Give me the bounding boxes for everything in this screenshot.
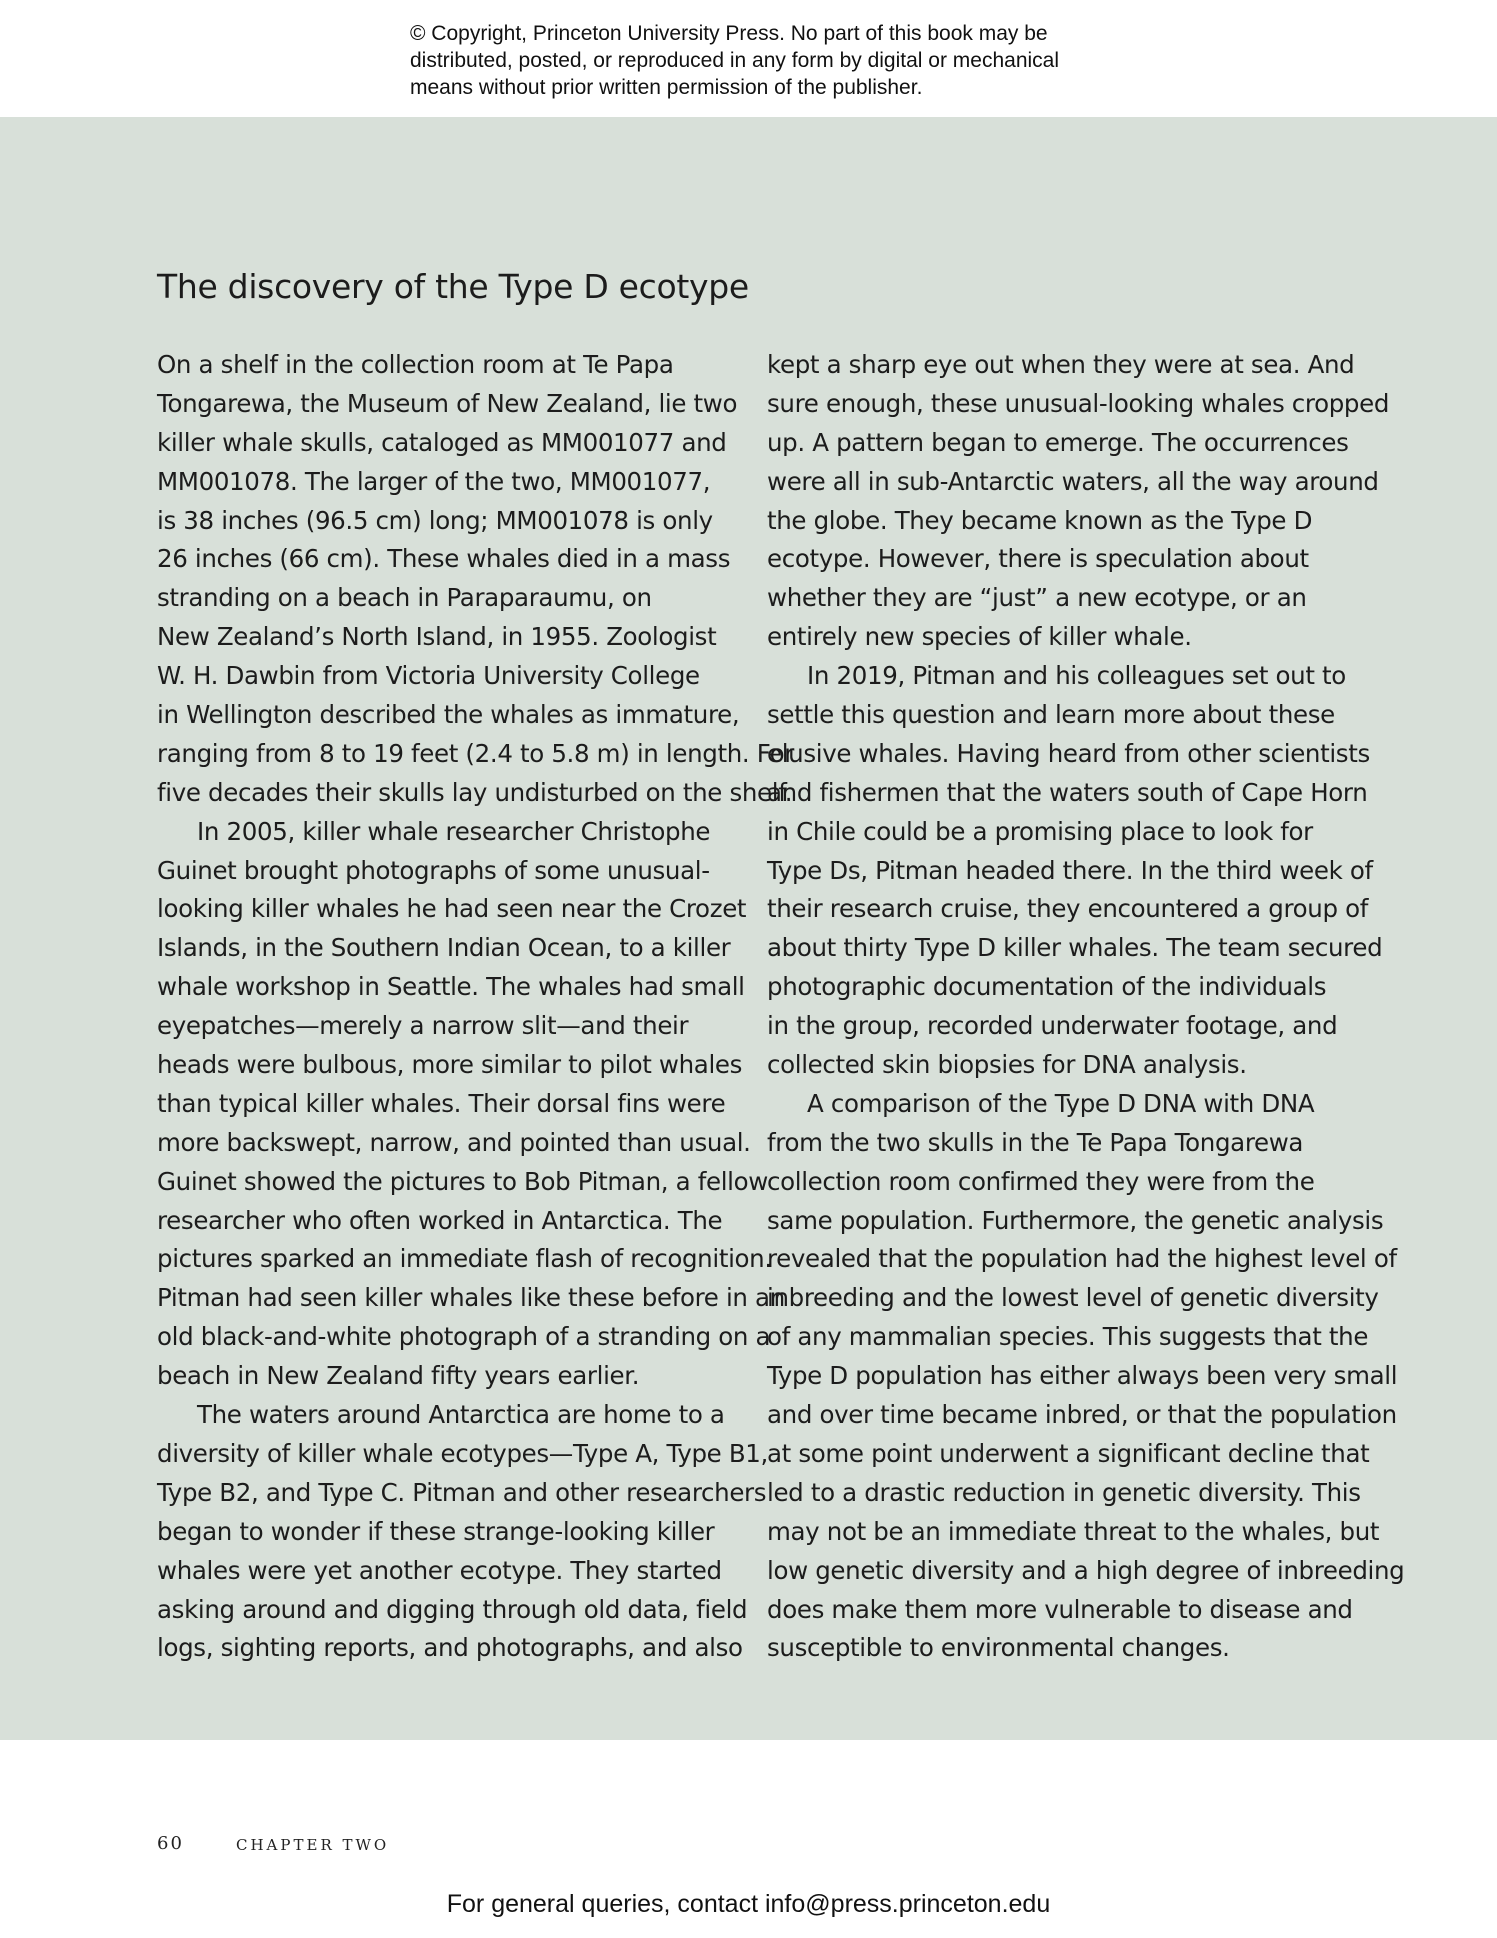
text-line: than typical killer whales. Their dorsal fins were: [157, 1088, 726, 1118]
contact-notice: For general queries, contact info@press.princeton.edu: [446, 1890, 1051, 1918]
text-line: W. H. Dawbin from Victoria University College: [157, 661, 700, 691]
text-line: collected skin biopsies for DNA analysis.: [767, 1050, 1247, 1080]
left-column: [157, 346, 795, 1668]
text-line: whether they are “just” a new ecotype, or an: [767, 583, 1307, 613]
running-head-chapter: CHAPTER TWO: [236, 1836, 390, 1854]
text-line: in Chile could be a promising place to look for: [767, 816, 1313, 846]
text-line: In 2005, killer whale researcher Christophe: [197, 816, 711, 846]
text-line: beach in New Zealand fifty years earlier.: [157, 1361, 640, 1391]
text-line: sure enough, these unusual-looking whales cropped: [767, 388, 1390, 418]
text-line: and fishermen that the waters south of Cape Horn: [767, 777, 1368, 807]
text-line: from the two skulls in the Te Papa Tongarewa: [767, 1127, 1304, 1157]
text-line: 26 inches (66 cm). These whales died in a mass: [157, 544, 731, 574]
text-line: pictures sparked an immediate flash of recognition.: [157, 1244, 772, 1274]
text-line: whales were yet another ecotype. They started: [157, 1555, 722, 1585]
text-line: Type B2, and Type C. Pitman and other researchers: [157, 1477, 767, 1507]
copyright-line: means without prior written permission of the publisher.: [410, 76, 923, 99]
text-line: and over time became inbred, or that the population: [767, 1400, 1397, 1430]
text-line: their research cruise, they encountered a group of: [767, 894, 1369, 924]
text-line: logs, sighting reports, and photographs, and also: [157, 1633, 743, 1663]
text-line: stranding on a beach in Paraparaumu, on: [157, 583, 652, 613]
text-line: looking killer whales he had seen near the Crozet: [157, 894, 747, 924]
text-line: five decades their skulls lay undisturbed on the shelf.: [157, 777, 793, 807]
text-line: in Wellington described the whales as immature,: [157, 700, 740, 730]
text-line: asking around and digging through old data, field: [157, 1594, 748, 1624]
text-line: MM001078. The larger of the two, MM001077,: [157, 466, 711, 496]
text-line: Type Ds, Pitman headed there. In the third week of: [767, 855, 1373, 885]
text-line: does make them more vulnerable to disease and: [767, 1594, 1353, 1624]
text-line: In 2019, Pitman and his colleagues set out to: [807, 661, 1346, 691]
text-line: New Zealand’s North Island, in 1955. Zoologist: [157, 622, 717, 652]
text-line: On a shelf in the collection room at Te Papa: [157, 350, 674, 379]
copyright-notice: [410, 20, 1110, 101]
text-line: inbreeding and the lowest level of genetic diversity: [767, 1283, 1379, 1313]
text-line: same population. Furthermore, the genetic analysis: [767, 1205, 1384, 1235]
text-line: kept a sharp eye out when they were at sea. And: [767, 350, 1355, 379]
right-column: [767, 346, 1405, 1668]
text-line: Pitman had seen killer whales like these before in an: [157, 1283, 785, 1313]
text-line: about thirty Type D killer whales. The team secured: [767, 933, 1383, 963]
text-line: killer whale skulls, cataloged as MM001077 and: [157, 427, 727, 457]
text-line: Type D population has either always been very small: [767, 1361, 1398, 1391]
text-line: low genetic diversity and a high degree of inbreeding: [767, 1555, 1405, 1585]
text-line: may not be an immediate threat to the whales, but: [767, 1516, 1380, 1546]
text-line: up. A pattern began to emerge. The occurrences: [767, 427, 1349, 457]
text-line: entirely new species of killer whale.: [767, 622, 1192, 652]
text-line: led to a drastic reduction in genetic diversity. This: [767, 1477, 1361, 1507]
text-line: susceptible to environmental changes.: [767, 1633, 1230, 1663]
text-line: revealed that the population had the highest level of: [767, 1244, 1397, 1274]
text-line: Guinet showed the pictures to Bob Pitman, a fellow: [157, 1166, 768, 1196]
text-line: eyepatches—merely a narrow slit—and their: [157, 1011, 689, 1041]
text-line: A comparison of the Type D DNA with DNA: [807, 1088, 1315, 1118]
text-line: diversity of killer whale ecotypes—Type A, Type B1,: [157, 1438, 768, 1468]
text-line: collection room confirmed they were from the: [767, 1166, 1315, 1196]
text-line: at some point underwent a significant decline that: [767, 1438, 1370, 1468]
text-line: researcher who often worked in Antarctica. The: [157, 1205, 723, 1235]
copyright-line: © Copyright, Princeton University Press. No part of this book may be: [410, 22, 1048, 45]
page-number: 60: [157, 1833, 184, 1854]
text-line: ranging from 8 to 19 feet (2.4 to 5.8 m) in length. For: [157, 738, 795, 768]
section-heading: The discovery of the Type D ecotype: [157, 267, 749, 306]
text-line: more backswept, narrow, and pointed than usual.: [157, 1127, 751, 1157]
text-line: ecotype. However, there is speculation about: [767, 544, 1309, 574]
text-line: elusive whales. Having heard from other scientists: [767, 738, 1370, 768]
text-line: in the group, recorded underwater footage, and: [767, 1011, 1338, 1041]
text-line: whale workshop in Seattle. The whales had small: [157, 972, 745, 1002]
text-line: heads were bulbous, more similar to pilot whales: [157, 1050, 743, 1080]
text-line: began to wonder if these strange-looking killer: [157, 1516, 715, 1546]
text-line: photographic documentation of the individuals: [767, 972, 1327, 1002]
text-line: Tongarewa, the Museum of New Zealand, lie two: [157, 388, 738, 418]
text-line: were all in sub-Antarctic waters, all the way around: [767, 466, 1379, 496]
text-line: the globe. They became known as the Type D: [767, 505, 1313, 535]
text-line: of any mammalian species. This suggests that the: [767, 1322, 1369, 1352]
copyright-line: distributed, posted, or reproduced in any form by digital or mechanical: [410, 49, 1060, 72]
text-line: is 38 inches (96.5 cm) long; MM001078 is only: [157, 505, 713, 535]
text-line: old black-and-white photograph of a stranding on a: [157, 1322, 771, 1352]
text-line: settle this question and learn more about these: [767, 700, 1335, 730]
text-line: Islands, in the Southern Indian Ocean, to a killer: [157, 933, 731, 963]
text-line: Guinet brought photographs of some unusual-: [157, 855, 710, 885]
text-line: The waters around Antarctica are home to a: [197, 1400, 725, 1430]
